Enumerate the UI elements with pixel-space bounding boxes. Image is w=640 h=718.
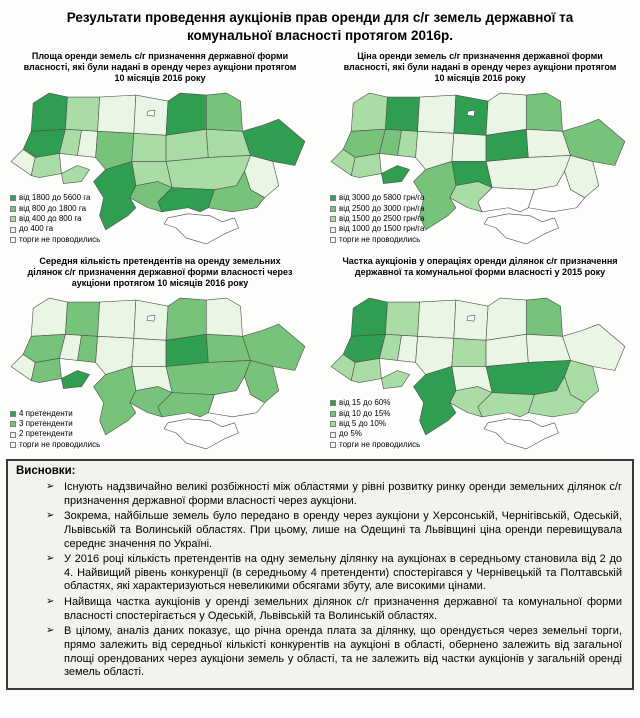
conclusion-text: Існують надзвичайно великі розбіжності між областями у рівні розвитку ринку оренди земельних ділянок с/г призначення державної форми власності через аукціони. bbox=[64, 481, 622, 507]
legend-item bbox=[10, 419, 100, 429]
legend-label: 4 претенденти bbox=[19, 408, 73, 418]
map-legend bbox=[330, 193, 425, 245]
legend-swatch bbox=[10, 442, 16, 448]
region-chernivtsi bbox=[381, 371, 409, 389]
conclusion-item bbox=[46, 481, 622, 508]
region-rivne bbox=[385, 97, 419, 131]
region-rivne bbox=[65, 97, 99, 131]
conclusions-heading: Висновки: bbox=[16, 465, 76, 478]
legend-item bbox=[330, 235, 425, 245]
legend-swatch bbox=[330, 400, 336, 406]
legend-swatch bbox=[330, 216, 336, 222]
conclusion-item bbox=[46, 596, 622, 623]
region-chernivtsi bbox=[381, 166, 409, 184]
legend-label: від 3000 до 5800 грн/га bbox=[339, 193, 425, 203]
region-chernivtsi bbox=[61, 371, 89, 389]
legend-swatch bbox=[330, 442, 336, 448]
page-title: Результати проведення аукціонів прав оренди для с/г земель державної та комунальної власності протягом 2016р. bbox=[66, 10, 574, 43]
legend-item bbox=[330, 214, 425, 224]
legend-swatch bbox=[10, 195, 16, 201]
legend-label: від 800 до 1800 га bbox=[19, 203, 87, 213]
map-share bbox=[328, 290, 632, 453]
region-chernihiv bbox=[166, 93, 206, 135]
bullet-arrow-icon: ➢ bbox=[46, 553, 55, 565]
legend-swatch bbox=[10, 206, 16, 212]
conclusion-item bbox=[46, 510, 622, 551]
map-bidders bbox=[8, 290, 312, 453]
legend-swatch bbox=[10, 411, 16, 417]
region-poltava bbox=[166, 129, 208, 161]
legend-item bbox=[330, 409, 420, 419]
legend-swatch bbox=[330, 195, 336, 201]
legend-label: від 10 до 15% bbox=[339, 408, 391, 418]
region-zhytomyr bbox=[98, 95, 136, 133]
region-zhytomyr bbox=[418, 95, 456, 133]
legend-label: від 400 до 800 га bbox=[19, 213, 82, 223]
map-area bbox=[8, 85, 312, 248]
legend-swatch bbox=[330, 421, 336, 427]
legend-item bbox=[330, 193, 425, 203]
legend-label: від 2500 до 3000 грн/га bbox=[339, 203, 425, 213]
region-zhytomyr bbox=[98, 300, 136, 338]
legend-item bbox=[10, 204, 100, 214]
legend-swatch bbox=[330, 411, 336, 417]
map-panel-area bbox=[8, 47, 312, 248]
legend-label: 2 претенденти bbox=[19, 429, 73, 439]
map-panel-price bbox=[328, 47, 632, 248]
legend-label: до 400 га bbox=[19, 224, 54, 234]
region-chernihiv bbox=[166, 298, 206, 340]
region-chernihiv bbox=[486, 298, 526, 340]
legend-item bbox=[10, 440, 100, 450]
legend-swatch bbox=[330, 227, 336, 233]
legend-swatch bbox=[10, 237, 16, 243]
legend-swatch bbox=[330, 237, 336, 243]
region-rivne bbox=[385, 302, 419, 336]
region-volyn bbox=[31, 93, 67, 131]
legend-item bbox=[10, 429, 100, 439]
map-legend bbox=[10, 409, 100, 451]
region-volyn bbox=[31, 298, 67, 336]
region-cherkasy bbox=[452, 133, 486, 161]
conclusions-box bbox=[6, 459, 634, 690]
legend-item bbox=[10, 235, 100, 245]
map-title: Ціна оренди земель с/г призначення державної форми власності, які були надані в оренду через аукціони протягом 10 місяців 2016 року bbox=[343, 51, 617, 84]
region-cherkasy bbox=[132, 338, 166, 366]
legend-swatch bbox=[330, 432, 336, 438]
region-chernihiv bbox=[486, 93, 526, 135]
region-kyiv_city bbox=[147, 315, 155, 321]
legend-label: торги не проводились bbox=[339, 234, 421, 244]
legend-label: торги не проводились bbox=[19, 439, 101, 449]
bullet-arrow-icon: ➢ bbox=[46, 625, 55, 637]
legend-item bbox=[330, 429, 420, 439]
conclusion-text: Зокрема, найбільше земель було передано в оренду через аукціони у Херсонській, Чернігівській, Одеській, Львівській та Волинській областях. При цьому, лише на Одещині та Львівщині ціна оренди перевищувала середнє значення по Україні. bbox=[64, 510, 622, 550]
region-sumy bbox=[206, 298, 242, 336]
region-crimea bbox=[164, 214, 238, 244]
region-crimea bbox=[484, 419, 558, 449]
legend-label: від 15 до 60% bbox=[339, 398, 391, 408]
region-crimea bbox=[484, 214, 558, 244]
region-volyn bbox=[351, 298, 387, 336]
legend-item bbox=[10, 214, 100, 224]
region-poltava bbox=[166, 334, 208, 366]
conclusion-item bbox=[46, 625, 622, 680]
conclusion-item bbox=[46, 553, 622, 594]
region-cherkasy bbox=[132, 133, 166, 161]
legend-label: 3 претенденти bbox=[19, 418, 73, 428]
legend-label: від 5 до 10% bbox=[339, 418, 386, 428]
legend-swatch bbox=[330, 206, 336, 212]
map-panel-bidders bbox=[8, 252, 312, 453]
legend-swatch bbox=[10, 421, 16, 427]
region-chernivtsi bbox=[61, 166, 89, 184]
conclusions-list bbox=[14, 481, 624, 680]
legend-item bbox=[330, 204, 425, 214]
conclusion-text: У 2016 році кількість претендентів на одну земельну ділянку на аукціонах в середньому становила від 2 до 4. Найвищий рівень конкуренції (в середньому 4 претенденти) спостерігався у Чернівецькій та Полтавській областях, які характеризуються невеликими обсягами збуту, але високими цінами. bbox=[64, 553, 622, 593]
legend-item bbox=[330, 419, 420, 429]
legend-label: від 1800 до 5600 га bbox=[19, 193, 91, 203]
map-panel-share bbox=[328, 252, 632, 453]
map-legend bbox=[330, 398, 420, 450]
region-sumy bbox=[526, 298, 562, 336]
legend-item bbox=[330, 398, 420, 408]
conclusion-text: Найвища частка аукціонів у оренді земельних ділянок с/г призначення державної та комунальної форми власності спостерігається у Одеській, Львівській та Волинській областях. bbox=[64, 596, 622, 622]
legend-label: торги не проводились bbox=[339, 439, 421, 449]
region-crimea bbox=[164, 419, 238, 449]
region-kyiv_city bbox=[467, 110, 475, 116]
legend-item bbox=[10, 409, 100, 419]
map-price bbox=[328, 85, 632, 248]
bullet-arrow-icon: ➢ bbox=[46, 596, 55, 608]
map-title: Площа оренди земель с/г призначення державної форми власності, які були надані в оренду через аукціони протягом 10 місяців 2016 року bbox=[23, 51, 297, 84]
legend-item bbox=[10, 224, 100, 234]
region-poltava bbox=[486, 129, 528, 161]
legend-label: від 1500 до 2500 грн/га bbox=[339, 213, 425, 223]
map-legend bbox=[10, 193, 100, 245]
legend-label: до 5% bbox=[339, 429, 362, 439]
legend-label: торги не проводились bbox=[19, 234, 101, 244]
region-volyn bbox=[351, 93, 387, 131]
bullet-arrow-icon: ➢ bbox=[46, 510, 55, 522]
conclusion-text: В цілому, аналіз даних показує, що річна оренда плата за ділянку, що орендується через земельні торги, прямо залежить від середньої кількісті конкурентів на аукціоні в області, обернено залежить від загальної площі орендованих через аукціони земель у області, та не залежить від частки аукціонів у загальній оренді земель області. bbox=[64, 625, 622, 679]
map-title: Частка аукціонів у операціях оренди ділянок с/г призначення державної та комунальної форми власності у 2015 року bbox=[342, 256, 618, 278]
region-cherkasy bbox=[452, 338, 486, 366]
legend-item bbox=[330, 440, 420, 450]
region-poltava bbox=[486, 334, 528, 366]
legend-label: від 1000 до 1500 грн/га bbox=[339, 224, 425, 234]
legend-swatch bbox=[10, 216, 16, 222]
legend-swatch bbox=[10, 432, 16, 438]
region-zhytomyr bbox=[418, 300, 456, 338]
bullet-arrow-icon: ➢ bbox=[46, 481, 55, 493]
region-sumy bbox=[206, 93, 242, 131]
map-title: Середня кількість претендентів на оренду земельних ділянок с/г призначення державної форми власності через аукціони протягом 10 місяців 2016 року bbox=[27, 256, 293, 289]
maps-grid bbox=[8, 47, 632, 453]
legend-item bbox=[10, 193, 100, 203]
region-rivne bbox=[65, 302, 99, 336]
region-kyiv_city bbox=[147, 110, 155, 116]
region-sumy bbox=[526, 93, 562, 131]
legend-item bbox=[330, 224, 425, 234]
region-kyiv_city bbox=[467, 315, 475, 321]
legend-swatch bbox=[10, 227, 16, 233]
